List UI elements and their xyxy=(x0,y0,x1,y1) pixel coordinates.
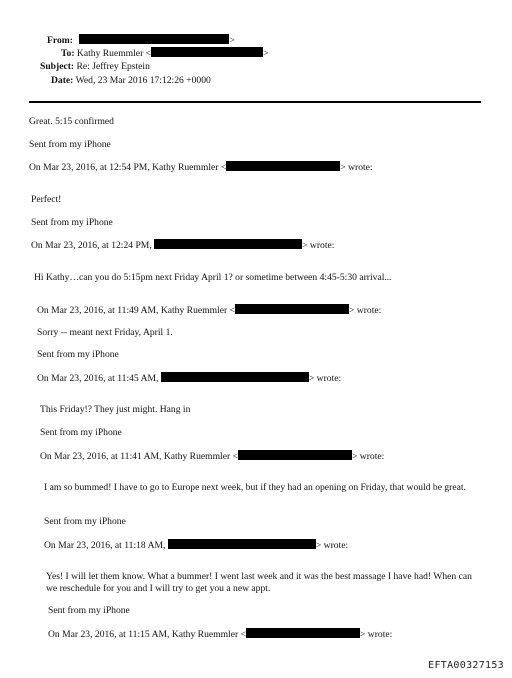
attribution-suffix: > wrote: xyxy=(351,451,385,462)
from-label: From: xyxy=(47,35,73,46)
from-suffix: > xyxy=(229,35,235,46)
quote-attribution xyxy=(37,372,341,384)
attribution-prefix: On Mar 23, 2016, at 11:49 AM, Kathy Ruemmler < xyxy=(37,305,235,316)
bates-number: EFTA00327153 xyxy=(428,660,504,671)
header-divider xyxy=(29,101,481,103)
quote-attribution xyxy=(44,539,348,551)
from-line xyxy=(47,34,235,46)
date-value: Wed, 23 Mar 2016 17:12:26 +0000 xyxy=(75,75,211,86)
message-text: Hi Kathy…can you do 5:15pm next Friday April 1? or sometime between 4:45-5:30 arrival... xyxy=(34,272,392,283)
to-label: To: xyxy=(61,48,75,59)
quote-attribution xyxy=(48,628,392,640)
attribution-suffix: > wrote: xyxy=(315,540,349,551)
signature: Sent from my iPhone xyxy=(37,349,119,360)
attribution-suffix: > wrote: xyxy=(340,162,373,173)
date-line xyxy=(51,75,211,86)
redacted-block xyxy=(226,161,340,171)
message-text: Perfect! xyxy=(31,194,62,205)
to-value: Kathy Ruemmler < xyxy=(76,48,152,59)
signature: Sent from my iPhone xyxy=(44,516,126,527)
quote-attribution xyxy=(31,239,334,251)
attribution-suffix: > wrote: xyxy=(308,373,342,384)
redacted-block xyxy=(161,372,309,382)
signature: Sent from my iPhone xyxy=(29,139,111,150)
attribution-prefix: On Mar 23, 2016, at 11:45 AM, xyxy=(37,373,159,384)
subject-label: Subject: xyxy=(40,61,75,72)
attribution-suffix: > wrote: xyxy=(359,629,393,640)
message-text: Sorry -- meant next Friday, April 1. xyxy=(37,327,173,338)
attribution-prefix: On Mar 23, 2016, at 12:24 PM, xyxy=(31,240,152,251)
quote-attribution xyxy=(37,304,381,316)
message-text: Yes! I will let them know. What a bummer! I went last week and it was the best massage I have had! When can we reschedule for you and I will try to get you a new appt. xyxy=(46,571,472,594)
attribution-prefix: On Mar 23, 2016, at 11:41 AM, Kathy Ruemmler < xyxy=(40,451,238,462)
message-text: I am so bummed! I have to go to Europe next week, but if they had an opening on Friday, that would be great. xyxy=(44,482,466,493)
quote-attribution xyxy=(40,450,384,462)
signature: Sent from my iPhone xyxy=(48,605,130,616)
signature: Sent from my iPhone xyxy=(31,217,113,228)
attribution-suffix: > wrote: xyxy=(302,240,335,251)
redacted-block xyxy=(238,450,352,460)
message-text: This Friday!? They just might. Hang in xyxy=(40,404,191,415)
to-suffix: > xyxy=(263,48,269,59)
redacted-block xyxy=(151,47,263,57)
date-label: Date: xyxy=(51,75,74,86)
to-line xyxy=(61,47,269,59)
subject-line xyxy=(40,61,150,72)
redacted-block xyxy=(246,628,360,638)
redacted-block xyxy=(154,239,302,249)
subject-value: Re: Jeffrey Epstein xyxy=(76,61,150,72)
attribution-prefix: On Mar 23, 2016, at 11:18 AM, xyxy=(44,540,166,551)
quote-attribution xyxy=(29,161,373,173)
attribution-prefix: On Mar 23, 2016, at 12:54 PM, Kathy Ruemmler < xyxy=(29,162,227,173)
redacted-block xyxy=(168,539,316,549)
redacted-block xyxy=(79,34,229,44)
redacted-block xyxy=(235,304,349,314)
attribution-prefix: On Mar 23, 2016, at 11:15 AM, Kathy Ruemmler < xyxy=(48,629,246,640)
signature: Sent from my iPhone xyxy=(40,427,122,438)
attribution-suffix: > wrote: xyxy=(348,305,382,316)
message-text: Great. 5:15 confirmed xyxy=(29,116,114,127)
